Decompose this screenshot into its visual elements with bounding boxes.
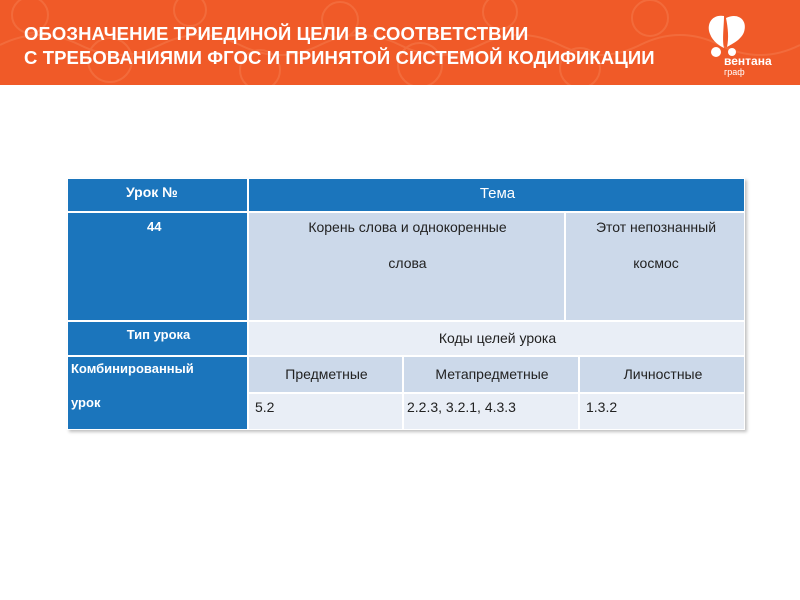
title-line-2: С ТРЕБОВАНИЯМИ ФГОС И ПРИНЯТОЙ СИСТЕМОЙ КОДИФИКАЦИИ [24, 47, 655, 68]
goals-table [67, 178, 745, 430]
code-subject-cell [248, 393, 403, 430]
topic-2-cell [565, 212, 745, 321]
header-bar [0, 0, 800, 85]
page-title [24, 22, 714, 70]
col-personal-cell [579, 356, 745, 393]
header-lesson: Урок № [126, 184, 178, 200]
type-value-line2: урок [71, 395, 101, 410]
title-line-1: ОБОЗНАЧЕНИЕ ТРИЕДИНОЙ ЦЕЛИ В СООТВЕТСТВИИ [24, 23, 529, 44]
col-personal: Личностные [623, 366, 703, 382]
col-subject: Предметные [285, 366, 368, 382]
topic-2-line2: космос [633, 255, 679, 271]
type-value-line1: Комбинированный [71, 361, 194, 376]
col-meta: Метапредметные [435, 366, 549, 382]
codes-label: Коды целей урока [438, 330, 557, 346]
header-topic: Тема [479, 185, 516, 202]
header-lesson-cell [67, 178, 248, 212]
logo-text: вентана [724, 54, 772, 68]
header-topic-cell [248, 178, 745, 212]
codes-label-cell [248, 321, 745, 356]
lesson-number: 44 [147, 219, 162, 234]
code-meta-cell [403, 393, 579, 430]
col-subject-cell [248, 356, 403, 393]
topic-2-line1: Этот непознанный [595, 219, 717, 235]
logo-subtext: граф [724, 67, 745, 77]
code-meta: 2.2.3, 3.2.1, 4.3.3 [407, 399, 516, 415]
lesson-number-cell [67, 212, 248, 321]
type-label-cell [67, 321, 248, 356]
topic-1-line2: слова [388, 255, 427, 271]
topic-1-line1: Корень слова и однокоренные [308, 219, 507, 235]
code-subject: 5.2 [255, 399, 275, 415]
topic-1-cell [248, 212, 565, 321]
type-value-cell [67, 356, 248, 430]
code-personal-cell [579, 393, 745, 430]
code-personal: 1.3.2 [586, 399, 618, 415]
col-meta-cell [403, 356, 579, 393]
type-label: Тип урока [126, 327, 191, 342]
